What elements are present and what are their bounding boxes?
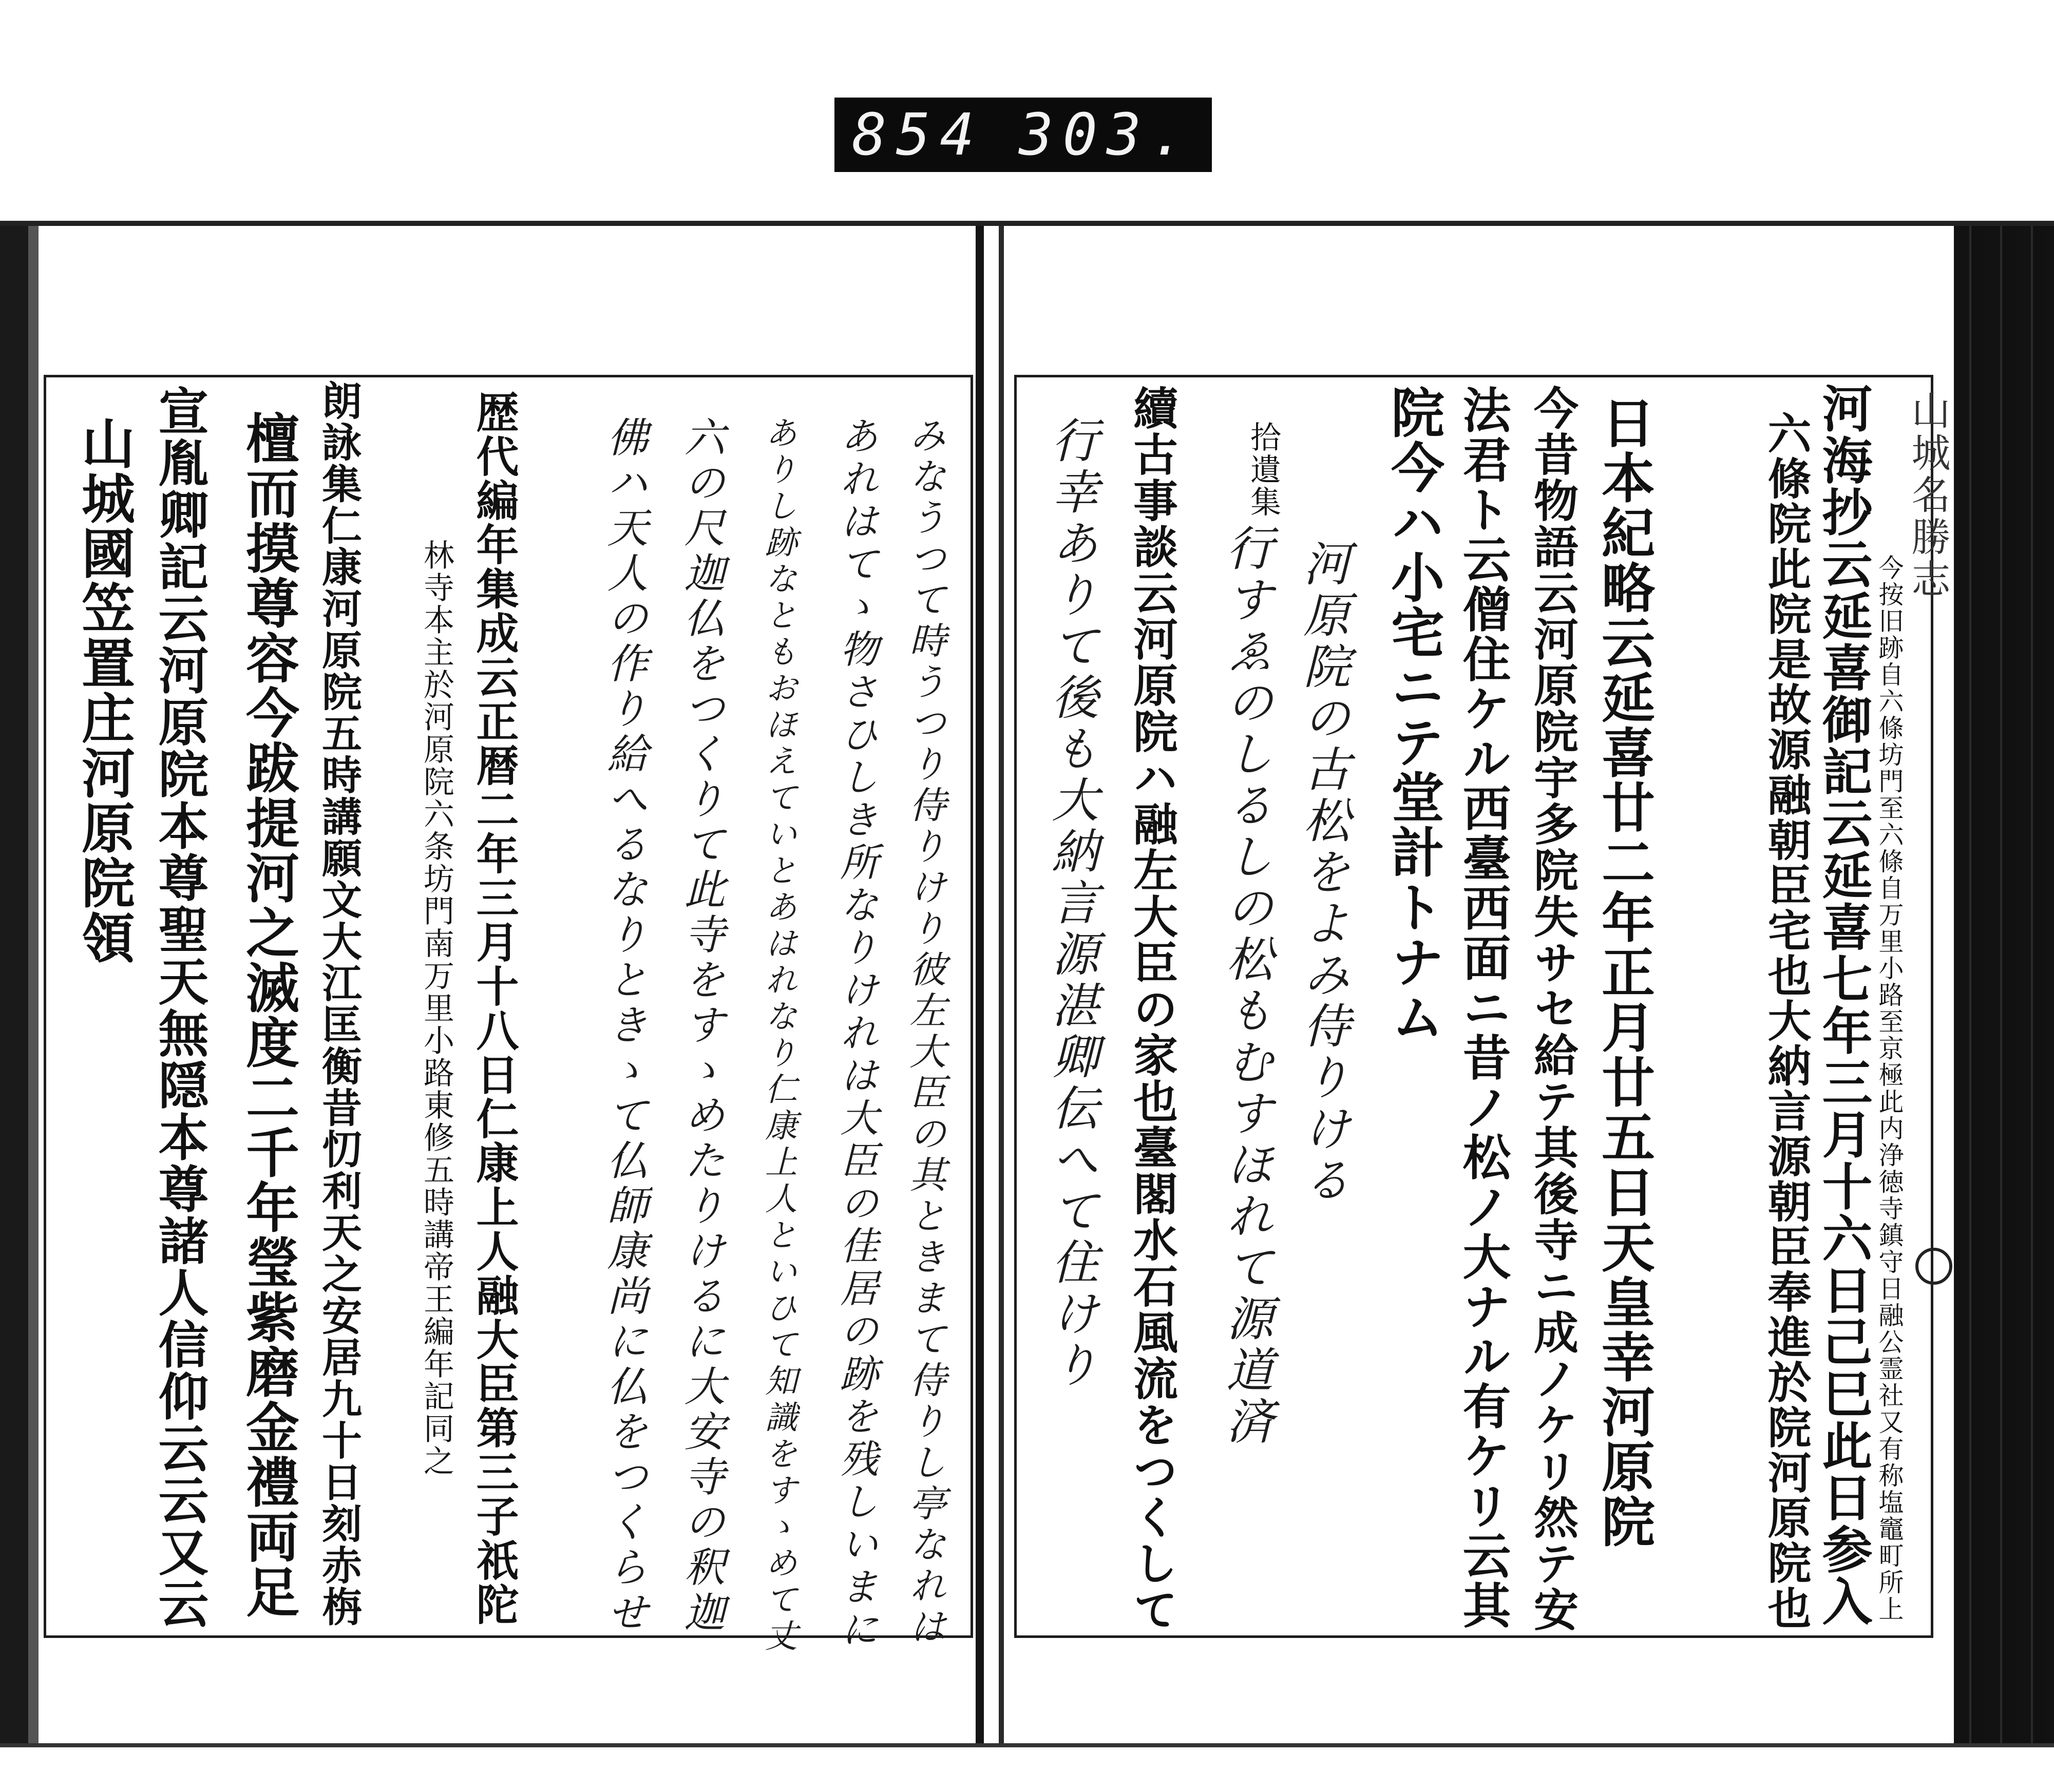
page-mark-right bbox=[1915, 1248, 1952, 1285]
poem-column: 行幸ありて後も大納言源湛卿伝へて住けり bbox=[1044, 416, 1099, 1391]
catalog-number-label bbox=[834, 98, 1212, 172]
catalog-number-left: 854 bbox=[852, 101, 984, 168]
poem-column: 行すゑのしるしの松もむすほれて源道済 bbox=[1219, 524, 1273, 1448]
text-column: 檀而摸尊容今跋提河之滅度二千年瑩紫磨金禮両足 bbox=[237, 411, 300, 1619]
text-column: 日本紀略云延喜廿二年正月廿五日天皇幸河原院 bbox=[1592, 395, 1656, 1549]
left-book-edge-shadow bbox=[28, 226, 39, 1743]
center-gutter-shadow bbox=[999, 226, 1004, 1743]
cursive-column: ありし跡なともおほえていとあはれなり仁康上人といひて知識をすゝめて丈 bbox=[760, 416, 797, 1655]
book-title-header: 山城名勝志 bbox=[1905, 390, 1951, 601]
annotation-column: 林寺本主於河原院六条坊門南万里小路東修五時講帝王編年記同之 bbox=[419, 539, 454, 1477]
left-book-edge bbox=[0, 226, 28, 1743]
text-column: 續古事談云河原院ハ融左大臣の家也臺閣水石風流をつくして bbox=[1126, 385, 1178, 1633]
text-column: 河海抄云延喜御記云延喜七年三月十六日己巳此日参入 bbox=[1814, 383, 1873, 1627]
text-column: 法君ト云僧住ケル西臺西面ニ昔ノ松ノ大ナル有ケリ云其 bbox=[1454, 385, 1511, 1630]
right-book-edge bbox=[1954, 226, 2054, 1743]
cursive-column: あれはてゝ物さひしき所なりけれは大臣の佳居の跡を残しいまに bbox=[834, 416, 879, 1652]
text-column: 歴代編年集成云正暦二年三月十八日仁康上人融大臣第三子祇陀 bbox=[469, 390, 519, 1627]
cursive-column: 佛ハ天人の作り給へるなりときゝて仏師康尚に仏をつくらせ bbox=[600, 416, 648, 1636]
text-column: 院今ハ小宅ニテ堂計トナム bbox=[1382, 385, 1445, 1044]
text-column: 六條院此院是故源融朝臣宅也大納言源朝臣奉進於院河原院也 bbox=[1760, 411, 1812, 1631]
poem-column: 河原院の古松をよみ侍りける bbox=[1296, 539, 1351, 1207]
text-column: 今昔物語云河原院宇多院失サセ給テ其後寺ニ成ノケリ然テ安 bbox=[1526, 385, 1579, 1633]
scan-top-edge bbox=[0, 221, 2054, 226]
text-column: 朗詠集仁康河原院五時講願文大江匡衡昔忉利天之安居九十日刻赤栴 bbox=[315, 380, 362, 1628]
annotation-column: 拾遺集 bbox=[1245, 421, 1281, 518]
scan-bottom-edge bbox=[0, 1743, 2054, 1747]
cursive-column: 六の尺迦仏をつくりて此寺をすゝめたりけるに大安寺の釈迦 bbox=[677, 416, 725, 1636]
annotation-column: 今按旧跡自六條坊門至六條自万里小路至京極此内浄徳寺鎮守日融公霊社又有称塩竈町所上 bbox=[1875, 555, 1904, 1623]
text-column: 宣胤卿記云河原院本尊聖天無隠本尊諸人信仰云云又云 bbox=[150, 385, 209, 1630]
text-column: 山城國笠置庄河原院領 bbox=[72, 416, 136, 965]
catalog-number-right: 303. bbox=[1019, 101, 1194, 168]
cursive-column: みなうつて時うつり侍りけり彼左大臣の其ときまて侍りし亭なれは bbox=[903, 416, 946, 1648]
center-gutter bbox=[976, 226, 984, 1743]
